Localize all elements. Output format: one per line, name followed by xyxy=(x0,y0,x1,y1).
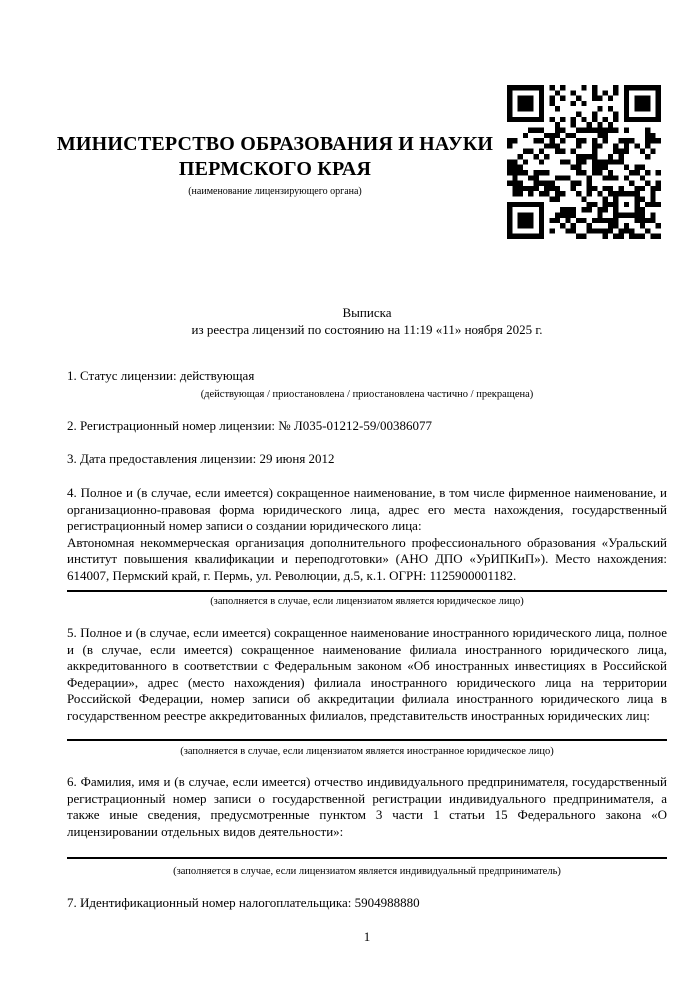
item-6-individual-entrepreneur xyxy=(67,774,667,878)
item-7-taxpayer-number xyxy=(67,895,667,912)
qr-code xyxy=(507,85,661,239)
item-4-label: 4. Полное и (в случае, если имеется) сокращенное наименование, в том числе фирменное наименование, и организационно-правовая форма юридического лица, адрес его места нахождения, государственный регистрационный номер записи о создании юридического лица: xyxy=(67,485,667,533)
authority-caption: (наименование лицензирующего органа) xyxy=(188,186,362,197)
item-3-text: 3. Дата предоставления лицензии: 29 июня 2012 xyxy=(67,451,335,466)
item-1-license-status xyxy=(67,368,667,401)
title-line2: из реестра лицензий по состоянию на 11:19 «11» ноября 2025 г. xyxy=(191,321,543,337)
item-3-grant-date xyxy=(67,451,667,468)
document-title xyxy=(67,305,667,338)
fill-line-entrepreneur xyxy=(67,857,667,859)
ministry-name-line1: МИНИСТЕРСТВО ОБРАЗОВАНИЯ И НАУКИ xyxy=(56,133,494,155)
title-line1: Выписка xyxy=(342,305,392,320)
item-5-label: 5. Полное и (в случае, если имеется) сокращенное наименование иностранного юридического лица, полное и (в случае, если имеется) сокращенное наименование филиала иностранного юридического лица, аккредитованного в соответствии с Федеральным законом «Об иностранных инвестициях в Российской Федерации», адрес (место нахождения) филиала иностранного юридического лица на территории Российской Федерации, номер записи об аккредитации филиала иностранного юридического лица в государственном реестре аккредитованных филиалов, представительств иностранных юридических лиц: xyxy=(67,625,667,723)
item-4-caption: (заполняется в случае, если лицензиатом является юридическое лицо) xyxy=(210,596,524,607)
item-2-text: 2. Регистрационный номер лицензии: № Л035-01212-59/00386077 xyxy=(67,418,433,433)
ministry-name-line2: ПЕРМСКОГО КРАЯ xyxy=(178,158,372,180)
item-1-text: 1. Статус лицензии: действующая xyxy=(67,368,255,383)
item-4-legal-entity xyxy=(67,485,667,608)
page-number: 1 xyxy=(363,929,371,944)
licensing-authority-header xyxy=(30,132,520,198)
item-6-caption: (заполняется в случае, если лицензиатом является индивидуальный предприниматель) xyxy=(173,866,561,877)
item-4-value: Автономная некоммерческая организация дополнительного профессионального образования «Уральский институт повышения квалификации и переподготовки» (АНО ДПО «УрИПКиП»). Место нахождения: 614007, Пермский край, г. Пермь, ул. Революции, д.5, к.1. ОГРН: 1125900001182. xyxy=(67,534,667,583)
item-5-foreign-entity xyxy=(67,625,667,758)
fill-line-foreign-entity xyxy=(67,739,667,741)
fill-line-legal-entity xyxy=(67,590,667,592)
item-7-text: 7. Идентификационный номер налогоплательщика: 5904988880 xyxy=(67,895,420,910)
item-2-registration-number xyxy=(67,418,667,435)
item-6-label: 6. Фамилия, имя и (в случае, если имеется) отчество индивидуального предпринимателя, государственный регистрационный номер записи о государственной регистрации индивидуального предпринимателя, а также иные сведения, предусмотренные пунктом 3 части 1 статьи 15 Федерального закона «О лицензировании отдельных видов деятельности»: xyxy=(67,774,667,839)
status-options-caption: (действующая / приостановлена / приостановлена частично / прекращена) xyxy=(200,388,534,400)
item-5-caption: (заполняется в случае, если лицензиатом является иностранное юридическое лицо) xyxy=(180,746,554,757)
